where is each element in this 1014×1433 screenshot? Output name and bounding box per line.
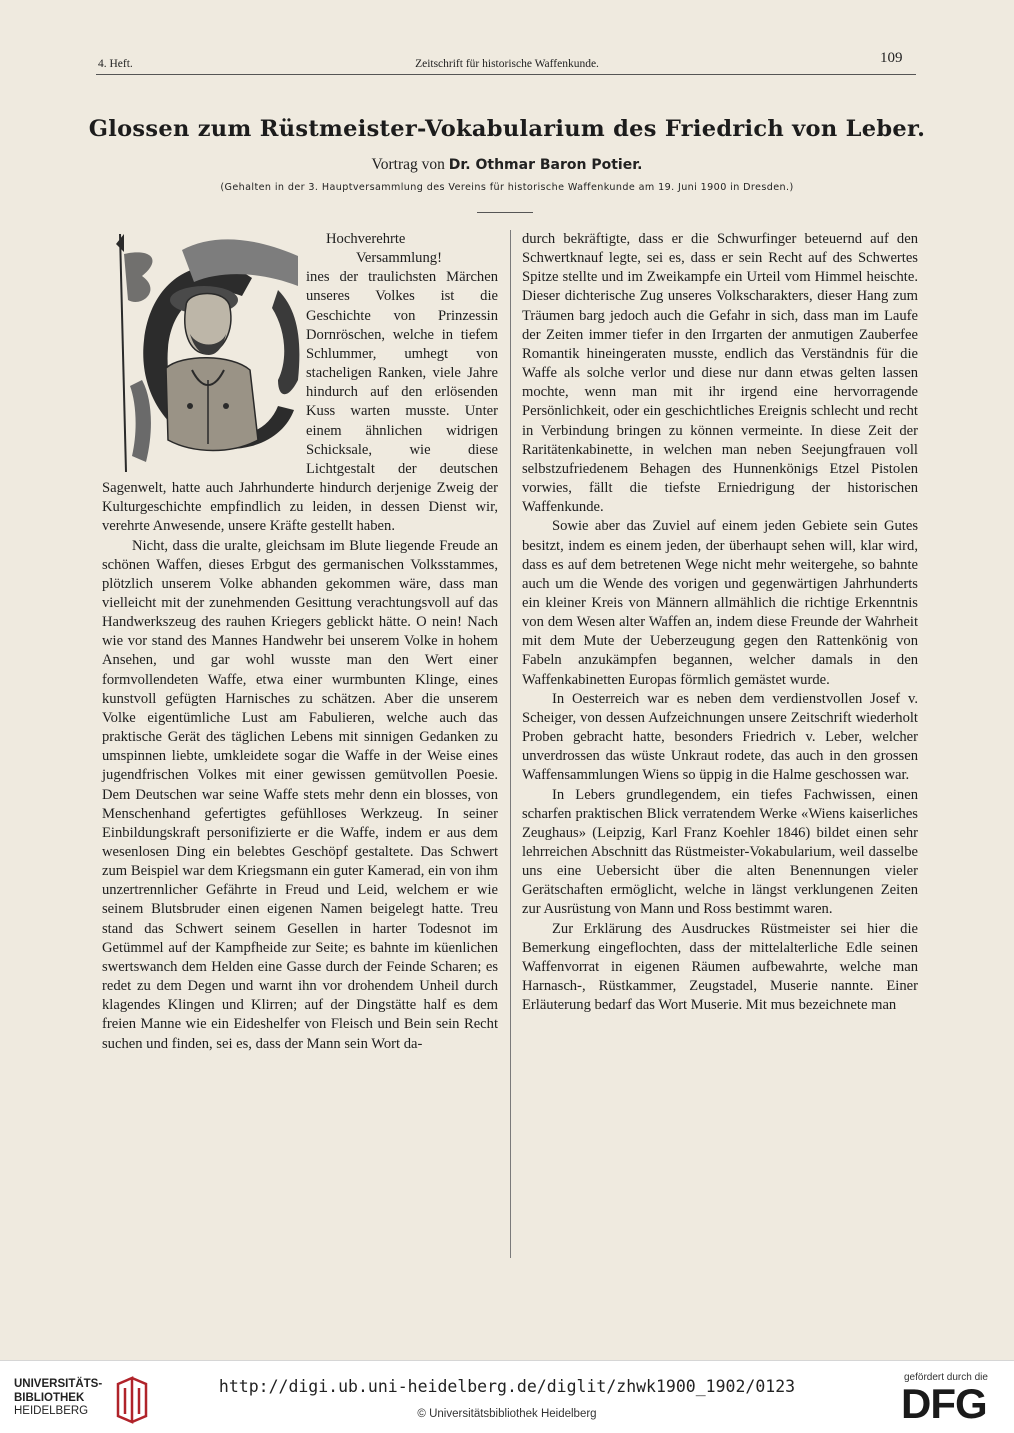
paragraph: ines der traulichsten Märchen unseres Volkes ist die Geschichte von Prinzessin Dornröschen, welche in tiefem Schlummer, umhegt von stacheligen Ranken, viele Jahre hindurch auf den erlösenden Kuss warten musste. Unter einem ähnlichen widrigen Schicksale, wie diese Lichtgestalt der deutschen Sagenwelt, hatte auch Jahrhunderte hindurch derjenige Zweig der Kulturgeschichte empfindlich zu leiden, in dessen Dienst wir, verehrte Anwesende, unsere Kräfte gestellt haben. (102, 269, 498, 535)
byline (0, 156, 1014, 174)
dfg-logo[interactable]: DFG (901, 1380, 987, 1427)
header-rule (96, 74, 916, 75)
greeting-line-2: Versammlung! (356, 250, 442, 267)
library-name-line: BIBLIOTHEK (14, 1391, 85, 1404)
page-number: 109 (880, 50, 903, 66)
greeting-line-1: Hochverehrte (326, 231, 406, 247)
paragraph: durch bekräftigte, dass er die Schwurfinger beteuernd auf den Schwertknauf legte, sei es, dass er sein Recht auf des Schwertes Spitze stellte und im Zweikampfe ein Urteil vom Himmel heischte. Dieser dichterische Zug unseres Volkscharakters, dieser Hang zum Träumen barg jedoch auch die Gefahr in sich, dass man im Laufe der Zeiten immer tiefer in den Irrgarten der anmutigen Zauberfee Romantik hineingeraten musste, endlich das Verständnis für die Waffe als solche verlor und diese nur dann etwas gelten lassen mochte, wenn man mit ihr irgend eine hervorragende Persönlichkeit, oder ein geschichtliches Ereignis schlecht und recht in Verbindung bringen zu können vermeinte. In diese Zeit der Raritätenkabinette, in welchen man neben Seejungfrauen voll selbstzufriedenem Behagen des Hunnenkönigs Etzel Pistolen vorwies, fällt die tiefste Erniedrigung der historischen Waffenkunde. (522, 231, 918, 516)
article-title: Glossen zum Rüstmeister-Vokabularium des Friedrich von Leber. (88, 116, 926, 142)
library-name-line: HEIDELBERG (14, 1405, 89, 1417)
paragraph: Zur Erklärung des Ausdruckes Rüstmeister sei hier die Bemerkung eingeflochten, dass der mittelalterliche Edle seinen Waffenvorrat in eigenen Räumen aufbewahrte, welche man Harnasch-, Rüstkammer, Zeugstadel, Muserie nannte. Einer Erläuterung bedarf das Wort Muserie. Mit mus bezeichnete man (522, 920, 918, 1014)
running-head-issue: 4. Heft. (98, 58, 133, 70)
library-name-line: UNIVERSITÄTS- (14, 1378, 103, 1390)
funding-note: gefördert durch die (904, 1372, 988, 1383)
paragraph: In Lebers grundlegendem, ein tiefes Fachwissen, einen scharfen praktischen Blick verratendem Werke «Wiens kaiserliches Zeughaus» (Leipzig, Karl Franz Koehler 1846) bildet einen sehr lehrreichen Abschnitt das Rüstmeister-Vokabularium, weil dasselbe uns eine Uebersicht über die alten Benennungen vieler Gerätschaften ermöglicht, welche in längst verklungenen Zeiten zur Ausrüstung von Mann und Ross bestimmt waren. (522, 786, 918, 918)
right-column (522, 230, 918, 1015)
footer-separator (0, 1360, 1014, 1361)
paragraph: Nicht, dass die uralte, gleichsam im Blute liegende Freude an schönen Waffen, dieses Erbgut des germanischen Volksstammes, plötzlich unserem Volke abhanden gekommen wäre, dass man vielleicht mit der zunehmenden Gesittung verachtungsvoll auf das Handwerkszeug des rauhen Kriegers geblickt hätte. O nein! Nach wie vor stand des Mannes Handwehr bei unserem Volke in hohem Ansehen, und gar wohl wusste man den Wert einer formvollendeten Waffe, etwa einer wurmbunten Klinge, eines kunstvoll gefügten Harnisches zu schätzen. Aber die unserem Volke eigentümliche Lust am Fabulieren, welche auch das praktische Gerät des täglichen Lebens mit sinnigen Gedanken zu umspinnen liebte, umkleidete sogar die Waffe in der Weise eines jugendfrischen Volkes mit einer gewissen gemütvollen Poesie. Dem Deutschen war seine Waffe stets mehr denn ein blosses, von Menschenhand gefertigtes gefühlloses Werkzeug. In seiner Einbildungskraft personifizierte er die Waffe, indem er aus dem wesenlosen Ding ein belebtes Geschöpf gestaltete. Das Schwert zum Beispiel war dem Kriegsmann ein guter Kamerad, ein von ihm unzertrennlicher Gefährte in Freud und Leid, welchem er wie seinem Blutsbruder einen eigenen Namen beigelegt hatte. Treu stand das Schwert seinem Gesellen in harter Todesnot im Getümmel auf der Kampfheide zur Seite; es bahnte im küenlichen swertswanch dem Helden eine Gasse durch der Feinde Scharen; es redet zu dem Degen und warnt ihn vor drohendem Unheil durch klagendes Klingen und Klirren; auf der Dingstätte half es dem freien Manne wie ein Eideshelfer von Fleisch und Bein sein Recht suchen und finden, sei es, dass der Mann sein Wort da- (102, 537, 498, 1052)
author-name: Dr. Othmar Baron Potier. (448, 157, 643, 173)
column-divider (510, 230, 511, 1258)
title-rule (477, 212, 533, 213)
copyright-notice: © Universitätsbibliothek Heidelberg (417, 1408, 597, 1420)
byline-prefix: Vortrag von (371, 156, 445, 173)
knight-initial-illustration (102, 230, 302, 476)
lecture-note: (Gehalten in der 3. Hauptversammlung des Vereins für historische Waffenkunde am 19. Juni 1900 in Dresden.) (220, 182, 794, 193)
left-column (102, 230, 498, 1054)
paragraph: Sowie aber das Zuviel auf einem jeden Gebiete sein Gutes besitzt, indem es einem jeden, der überhaupt sehen will, klar wird, dass es auf dem betretenen Wege nicht mehr weitergehe, so bahnte auch um die Wende des vorigen und gegenwärtigen Jahrhunderts ein kleiner Kreis von Männern allmählich die richtige Erkenntnis von dem Wesen alter Waffen an, indem diese Freunde der Wahrheit mit dem Mute der Ueberzeugung gegen den Rattenkönig von Fabeln anzukämpfen begannen, welcher damals in den Waffenkabinetten Europas förmlich gemästet wurde. (522, 518, 918, 688)
permalink-url[interactable]: http://digi.ub.uni-heidelberg.de/diglit/zhwk1900_1902/0123 (218, 1377, 796, 1396)
running-head-journal: Zeitschrift für historische Waffenkunde. (415, 58, 599, 70)
decorated-initial (102, 230, 302, 476)
paragraph: In Oesterreich war es neben dem verdienstvollen Josef v. Scheiger, von dessen Aufzeichnungen unsere Zeitschrift wiederholt Proben gebracht hatte, besonders Friedrich v. Leber, welcher unverdrossen das wüste Unkraut rodete, das auch in den grossen Waffensammlungen Wiens so üppig in die Halme geschossen war. (522, 690, 918, 784)
